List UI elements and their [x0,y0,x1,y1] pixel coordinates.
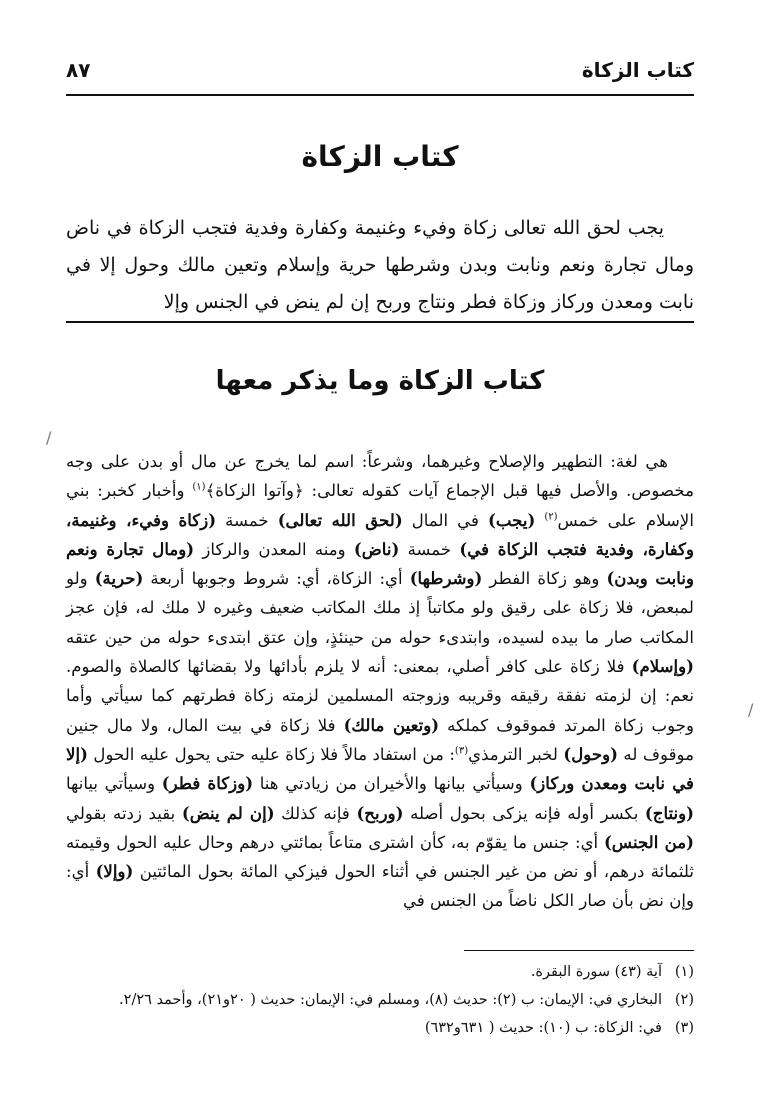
commentary-run: أي: الزكاة، أي: شروط وجوبها أربعة [143,569,410,589]
commentary-run: في المال [402,510,488,530]
matn-quote: (إن لم ينض) [181,802,275,823]
matn-quote: (يجب) [487,509,536,530]
header-rule [66,94,694,96]
matn-quote: (ونتاج) [644,802,694,823]
commentary-run: فلا زكاة على كافر أصلي، بمعنى: أنه لا يلزم بأدائها ولا بقضائها كالصلاة والصوم. نعم: إن لزمته نفقة رقيقه وقريبه وزوجته المسلمين لزمته زكاة فطرتهم كما سيأتي وأما وجوب زكاة المرتد فموقوف كملكه [66,657,694,735]
margin-mark: / [748,700,754,719]
matn-quote: (إلا في نابت ومعدن وركاز) [66,743,694,794]
matn-quote: (من الجنس) [603,831,694,852]
commentary-run: وسيأتي بيانها [66,774,162,794]
footnote-ref: (١) [192,481,206,493]
footnote-text: البخاري في: الإيمان: ب (٢): حديث (٨)، ومسلم في: الإيمان: حديث ( ٢٠و٢١)، وأحمد ٢/٢٦. [119,992,662,1008]
commentary-run: بكسر أوله فإنه يزكى بحول أصله [403,803,645,823]
matn-divider [66,321,694,323]
matn-quote: (ومال تجارة ونعم ونابت وبدن) [66,538,694,589]
matn-quote: (وحول) [563,743,618,764]
margin-mark: / [46,428,52,447]
matn-text [66,210,694,321]
matn-quote: (وتعين مالك) [343,714,440,735]
matn-quote: (وزكاة فطر) [161,773,254,794]
footnote-text: آية (٤٣) سورة البقرة. [530,964,662,980]
footnote-number: (١) [674,964,694,980]
footnote-ref: (٣) [454,745,469,757]
commentary-run: وهو زكاة الفطر [482,569,607,589]
footnote-number: (٣) [674,1020,694,1036]
running-title: كتاب الزكاة [581,58,694,82]
footnote-number: (٢) [674,992,694,1008]
matn-quote: (وإلا) [95,861,134,882]
matn-quote: (وشرطها) [409,568,483,589]
footnote-2 [66,986,694,1014]
footnote-3 [66,1014,694,1042]
commentary-run: بقيد زدته بقولي [66,803,182,823]
commentary-run: أي: جنس ما يقوّم به، كأن اشترى متاعاً بمائتي درهم وحال عليه الحول وقيمته ثلثمائة درهم، أو نض من غير الجنس في أثناء الحول فيزكي المائة بحول المائتين [66,832,695,882]
matn-quote: (لحق الله تعالى) [277,509,403,530]
matn-paragraph: يجب لحق الله تعالى زكاة وفيء وغنيمة وكفارة وفدية فتجب الزكاة في ناض ومال تجارة ونعم ونابت وبدن وشرطها حرية وإسلام وتعين مالك وحول إلا في نابت ومعدن وركاز وزكاة فطر ونتاج وربح إن لم ينض في الجنس وإلا [66,217,694,313]
commentary-run: وسيأتي بيانها والأخيران من زيادتي هنا [253,774,530,794]
page-number: ٨٧ [66,58,91,82]
matn-quote: (وربح) [356,802,404,823]
commentary-run: ومنه المعدن والركاز [194,539,354,559]
commentary-run: ولو لمبعض، فلا زكاة على رقيق ولو مكاتباً إذ ملك المكاتب ضعيف وغيره لا ملك له، فإن عجز المكاتب صار ما بيده لسيده، وابتدىء حوله من حينئذٍ، وإن عتق ابتدىء حوله من حين عتقه [66,569,694,647]
footnote-ref: (٢) [544,511,558,523]
footnote-divider [464,950,694,951]
footnote-text: في: الزكاة: ب (١٠): حديث ( ٦٣١و٦٣٢) [424,1020,662,1036]
section-title: كتاب الزكاة وما يذكر معها [215,366,545,396]
matn-quote: (وإسلام) [631,656,694,677]
commentary-run: أي: وإن نض بأن صار الكل ناضاً من الجنس في [66,862,694,911]
matn-quote: (حرية) [94,568,144,589]
commentary-run: : من استفاد مالاً فلا زكاة عليه حتى يحول عليه الحول [87,744,455,764]
commentary-run: خمسة [216,510,278,530]
commentary-run: فلا زكاة في بيت المال، ولا مال جنين موقوف له [66,715,694,764]
footnotes [66,958,694,1042]
commentary-run: وأخبار كخبر: بني الإسلام على خمس [66,481,694,530]
chapter-title: كتاب الزكاة [301,140,459,173]
commentary-run: فإنه كذلك [274,803,357,823]
footnote-1 [66,958,694,986]
commentary-run [535,511,544,530]
matn-quote: (زكاة وفيء، وغنيمة، وكفارة، وفدية فتجب الزكاة في) [66,509,694,559]
commentary-run: خمسة [399,539,460,559]
commentary-text [66,447,694,916]
commentary-run: هي لغة: التطهير والإصلاح وغيرهما، وشرعاً: اسم لما يخرج عن مال أو بدن على وجه مخصوص. والأصل فيها قبل الإجماع آيات كقوله تعالى: ﴿وآتوا الزكاة﴾ [66,452,694,501]
commentary-paragraph [66,447,694,916]
matn-quote: (ناض) [353,538,400,559]
commentary-run: لخبر الترمذي [468,744,564,764]
